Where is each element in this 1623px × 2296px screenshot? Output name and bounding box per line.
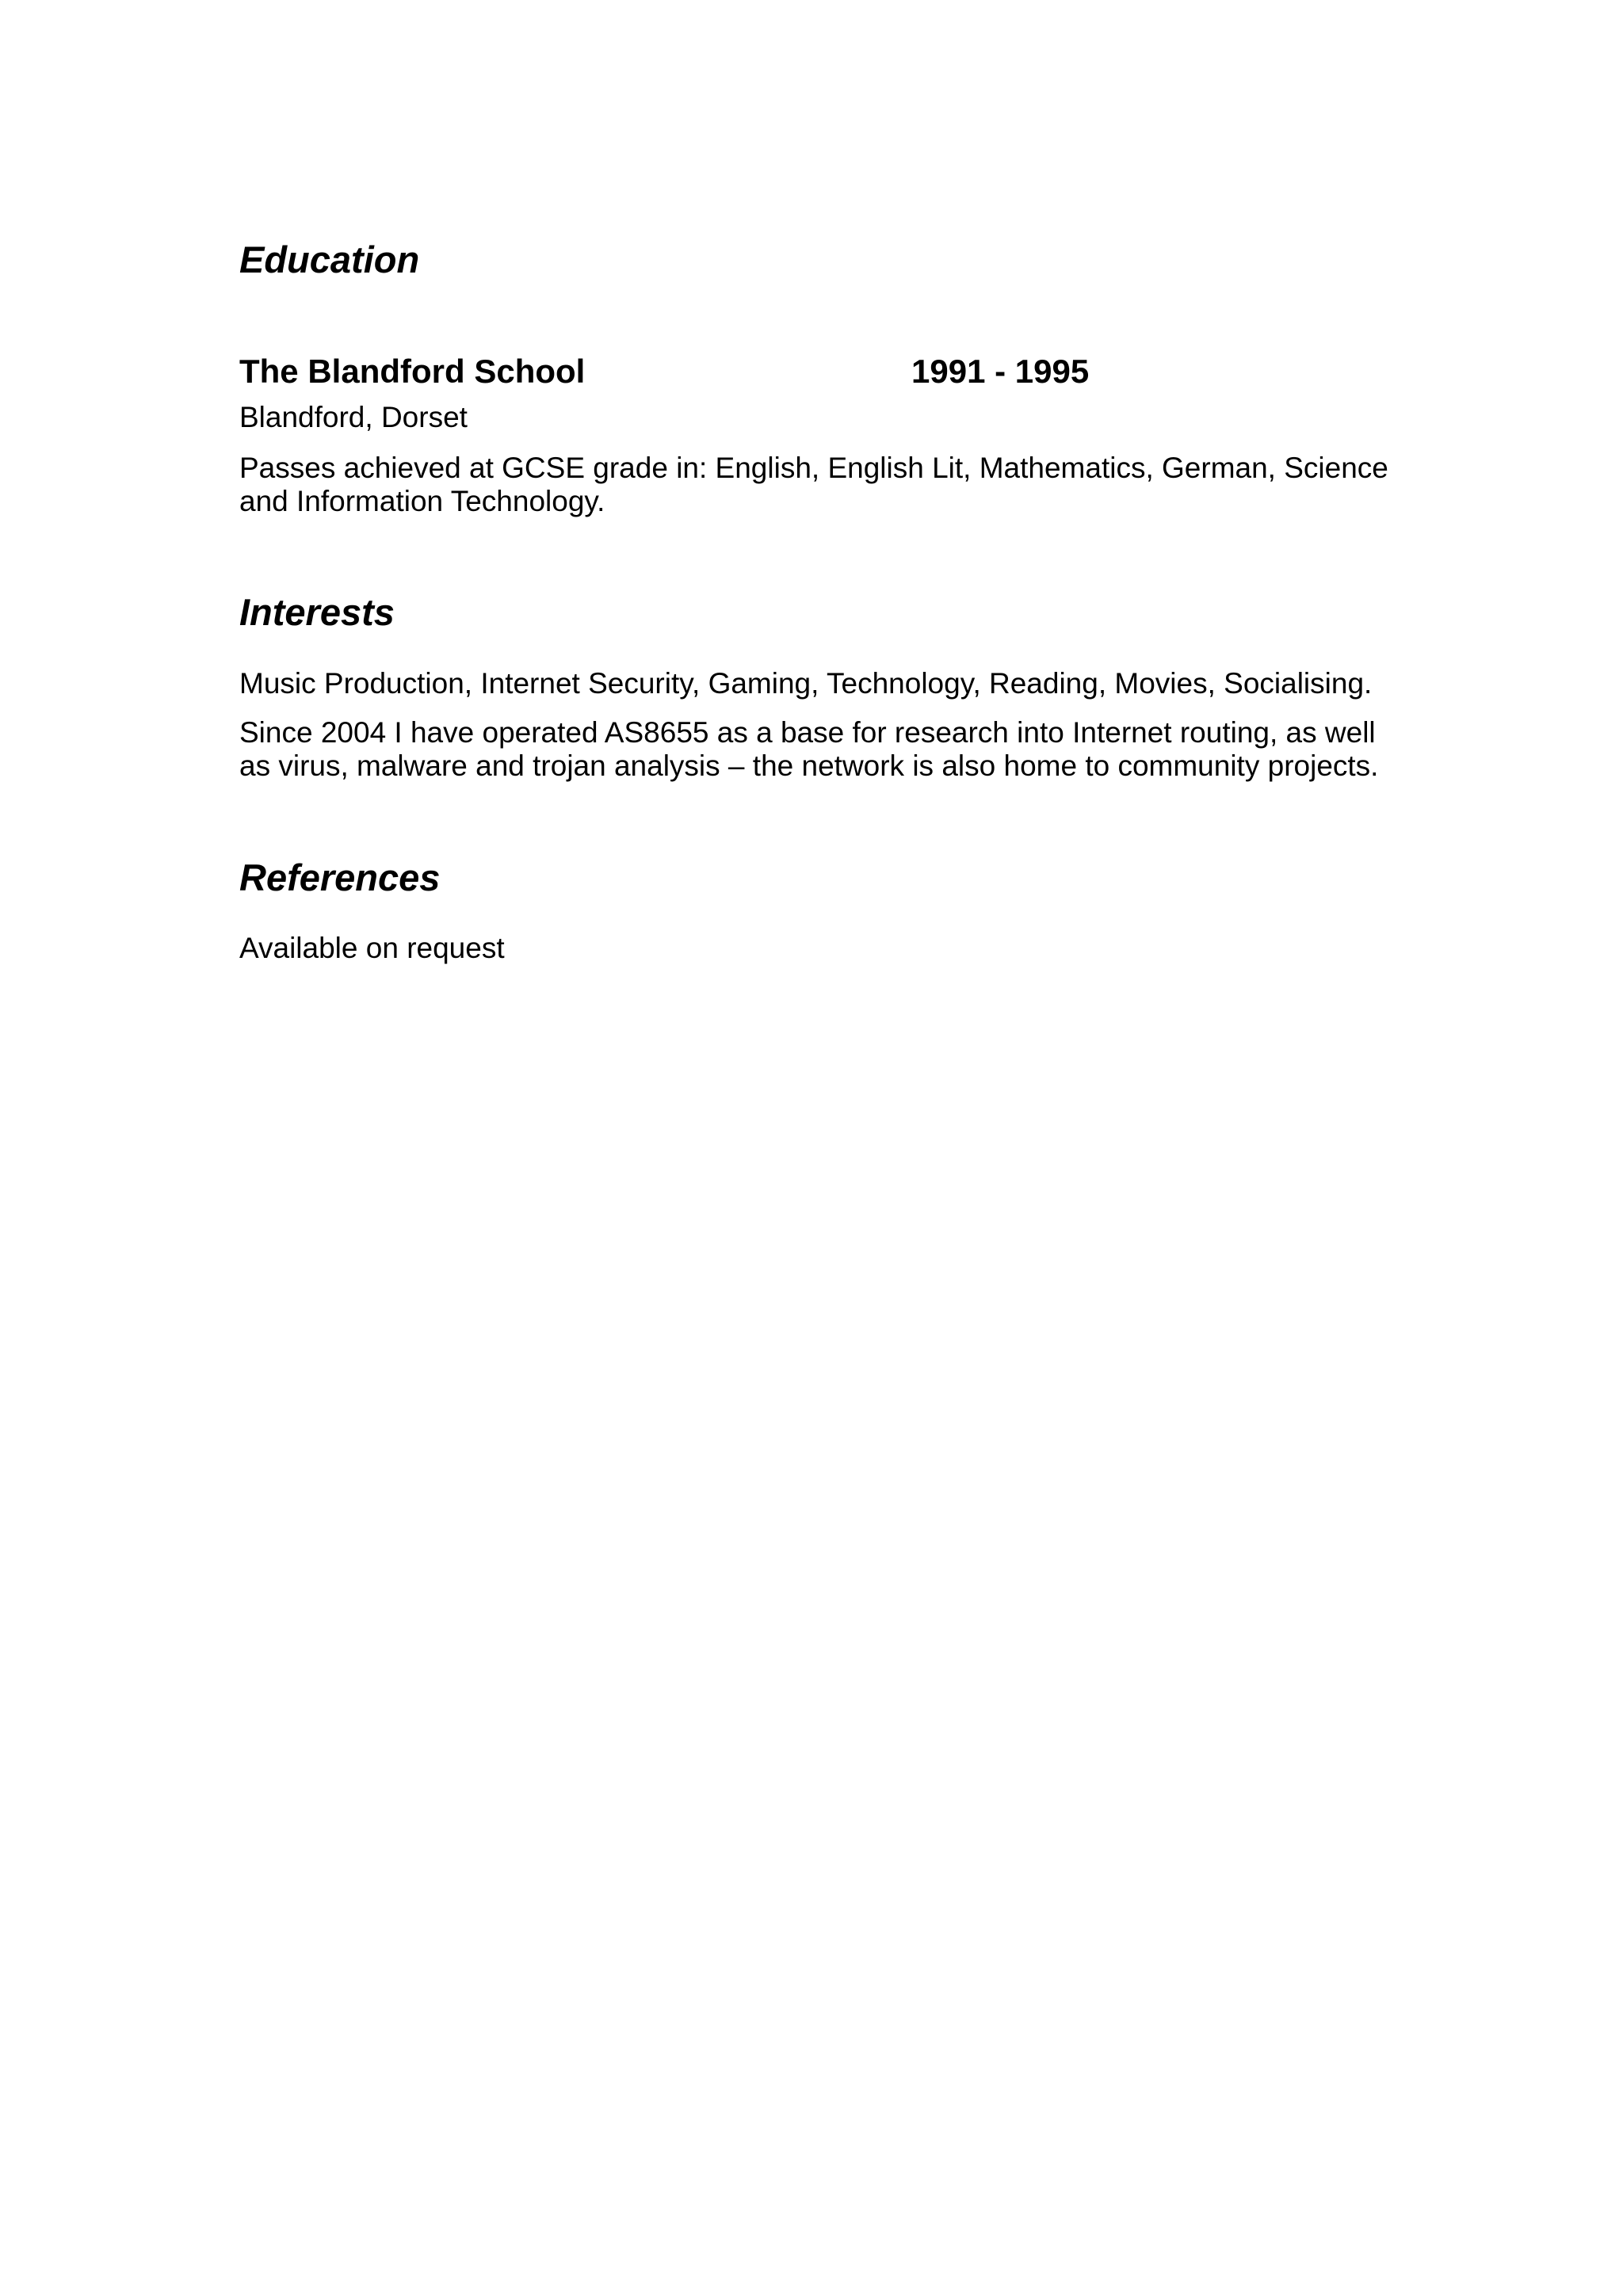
- education-heading: Education: [239, 238, 420, 280]
- school-name: The Blandford School: [239, 353, 586, 390]
- school-dates: 1991 - 1995: [911, 353, 1090, 390]
- education-entry: [239, 352, 1396, 399]
- references-heading: References: [239, 856, 441, 898]
- interests-heading: Interests: [239, 591, 395, 633]
- interests-paragraph-line: as virus, malware and trojan analysis – the network is also home to community projects.: [239, 749, 1379, 782]
- education-detail-line: Passes achieved at GCSE grade in: English, English Lit, Mathematics, German, Science: [239, 452, 1388, 484]
- interests-paragraph-line: Since 2004 I have operated AS8655 as a base for research into Internet routing, as well: [239, 716, 1376, 749]
- school-location: Blandford, Dorset: [239, 401, 468, 433]
- references-text: Available on request: [239, 932, 505, 964]
- education-detail-line: and Information Technology.: [239, 485, 605, 517]
- interests-paragraph: [239, 716, 1396, 783]
- interests-list: Music Production, Internet Security, Gaming, Technology, Reading, Movies, Socialising.: [239, 667, 1373, 700]
- education-detail: [239, 452, 1396, 518]
